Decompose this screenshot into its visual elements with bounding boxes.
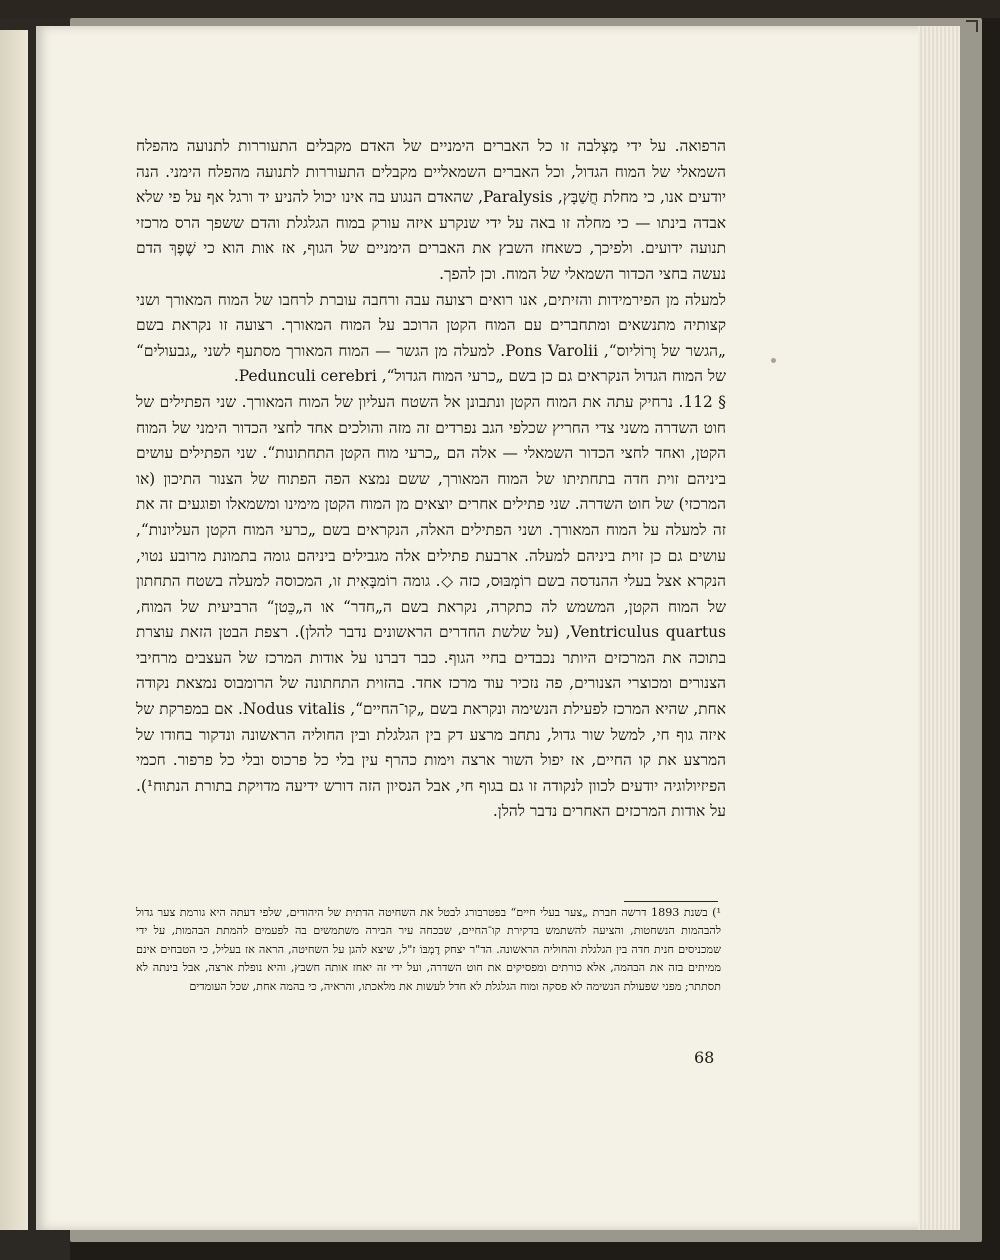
paragraph: הרפואה. על ידי מַצְלבה זו כל האברים הימניים של האדם מקבלים התעוררות לתנועה מהפלח השמאלי של המוח הגדול, וכל האברים השמאליים מקבלים התעוררות לתנועה מהפלח הימני. הנה יודעים אנו, כי מחלת חֲשַׁבָּץ, Paralysis, שהאדם הנגוע בה אינו יכול להניע יד ורגל אף על פי שלא אבדה בינתו — כי מחלה זו באה על ידי שנקרע איזה עורק במוח הגלגלת והדם ששפך הרס מרכזי תנועה ידועים. ולפיכך, כשאחז השבץ את האברים הימניים של הגוף, אז אות הוא כי שֶׁפֶךְ הדם נעשה בחצי הכדור השמאלי של המוח. וכן להפך. xyxy=(136,137,726,283)
footnote-divider xyxy=(624,901,718,902)
facing-page-edge xyxy=(0,30,28,1230)
main-text xyxy=(136,134,726,825)
paragraph-section-112: § 112. נרחיק עתה את המוח הקטן ונתבונן אל השטח העליון של המוח המאורך. שני הפתילים של חוט השדרה משני צדי החריץ שכלפי הגב נפרדים זה מזה והולכים אחד לחצי הכדור הימני של המוח הקטן, ואחד לחצי הכדור השמאלי — אלה הם „כרעי מוח הקטן התחתונות“. שני הפתילים עושים ביניהם זוית חדה בתחתיתו של המוח המאורך, ששם נמצא הפה הפתוח של הצנור התיכון (או המרכזי) של חוט השדרה. שני פתילים אחרים יוצאים מן המוח הקטן מימינו ומשמאלו ופוגעים זה את זה למעלה על המוח המאורך. ושני הפתילים האלה, הנקראים בשם „כרעי המוח הקטן העליונות“, עושים גם כן זוית ביניהם למעלה. ארבעת פתילים אלה מגבילים ביניהם גומה בתמונת מרובע נטוי, הנקרא אצל בעלי ההנדסה בשם רוֹמְבּוּס, כזה ◇. גומה רוֹמבָּאִית זו, המכוסה למעלה בשטח התחתון של המוח הקטן, המשמש לה כתקרה, נקראת בשם ה„חדר“ או ה„כֵּטן“ הרביעית של המוח, Ventriculus quartus, (על שלשת החדרים הראשונים נדבר להלן). רצפת הבטן הזאת עוצרת בתוכה את המרכזים היותר נכבדים בחיי הגוף. כבר דברנו על אודות המרכז של העצבים מרחיבי הצנורים ומכוצרי הצנורים, פה נזכיר עוד מרכז אחד. בהזוית התחתונה של הרומבוס נמצאת נקודה אחת, שהיא המרכז לפעילת הנשימה ונקראת בשם „קו־החיים“, Nodus vitalis. אם במפרקת של איזה גוף חי, למשל שור גדול, נתחב מרצע דק בין הגלגלת ובין החוליה הראשונה ונדקור בחודו של המרצע את קו החיים, אז יפול השור ארצה וימות כהרף עין בלי כל פרכוס ובלי כל פרפור. חכמי הפיזיולוגיה יודעים לכוון לנקודה זו גם בגוף חי, אבל הנסיון הזה דורש ידיעה מדויקת בתורת הנתוח¹). על אודות המרכזים האחרים נדבר להלן. xyxy=(136,392,726,821)
paragraph: למעלה מן הפירמידות והזיתים, אנו רואים רצועה עבה ורחבה עוברת לרחבו של המוח המאורך ושני קצותיה מתנשאים ומתחברים עם המוח הקטן הרוכב על המוח המאורך. רצועה זו נקראת בשם „הגשר של וָרוֹליוס“, Pons Varolii. למעלה מן הגשר — המוח המאורך מסתעף לשני „גבעולים“ של המוח הגדול הנקראים גם כן בשם „כרעי המוח הגדול“, Pedunculi cerebri. xyxy=(136,290,726,386)
page-number: 68 xyxy=(694,1048,715,1067)
crop-corner-mark xyxy=(966,20,978,32)
footnote: ¹) בשנת 1893 דרשה חברת „צער בעלי חיים“ בפטרבורג לבטל את השחיטה הדתית של היהודים, שלפי דעתה היא גורמת צער גדול להבהמות הנשחטות, והציעה להשתמש בדקירת קו־החיים, שבכחה עיר הבירה משתמשים בה לפעמים להמתת הבהמות, על ידי שמכניסים חנית חדה בין הגלגלת והחוליה הראשונה. הד"ר יצחק דֶמְבּוֹ ז"ל, שיצא להגן על השחיטה, הראה אז בעליל, כי הטבחים אינם ממיתים בזה את הבהמה, אלא כורתים ומפסיקים את חוט השדרה, ועל ידי זה יאחז אותה חשבץ, והיא נופלת ארצה, אבל בינתה לא תסתתר; מפני שפעולת הנשימה לא פסקה ומוח הגלגלת לא חדל לעשות את מלאכתו, והראיה, כי בהמה אחת, שכל העומדים xyxy=(136,906,721,993)
book-page xyxy=(36,26,931,1230)
page-edges-stack xyxy=(918,26,960,1230)
top-background xyxy=(0,0,1000,18)
paper-speck xyxy=(771,358,776,363)
